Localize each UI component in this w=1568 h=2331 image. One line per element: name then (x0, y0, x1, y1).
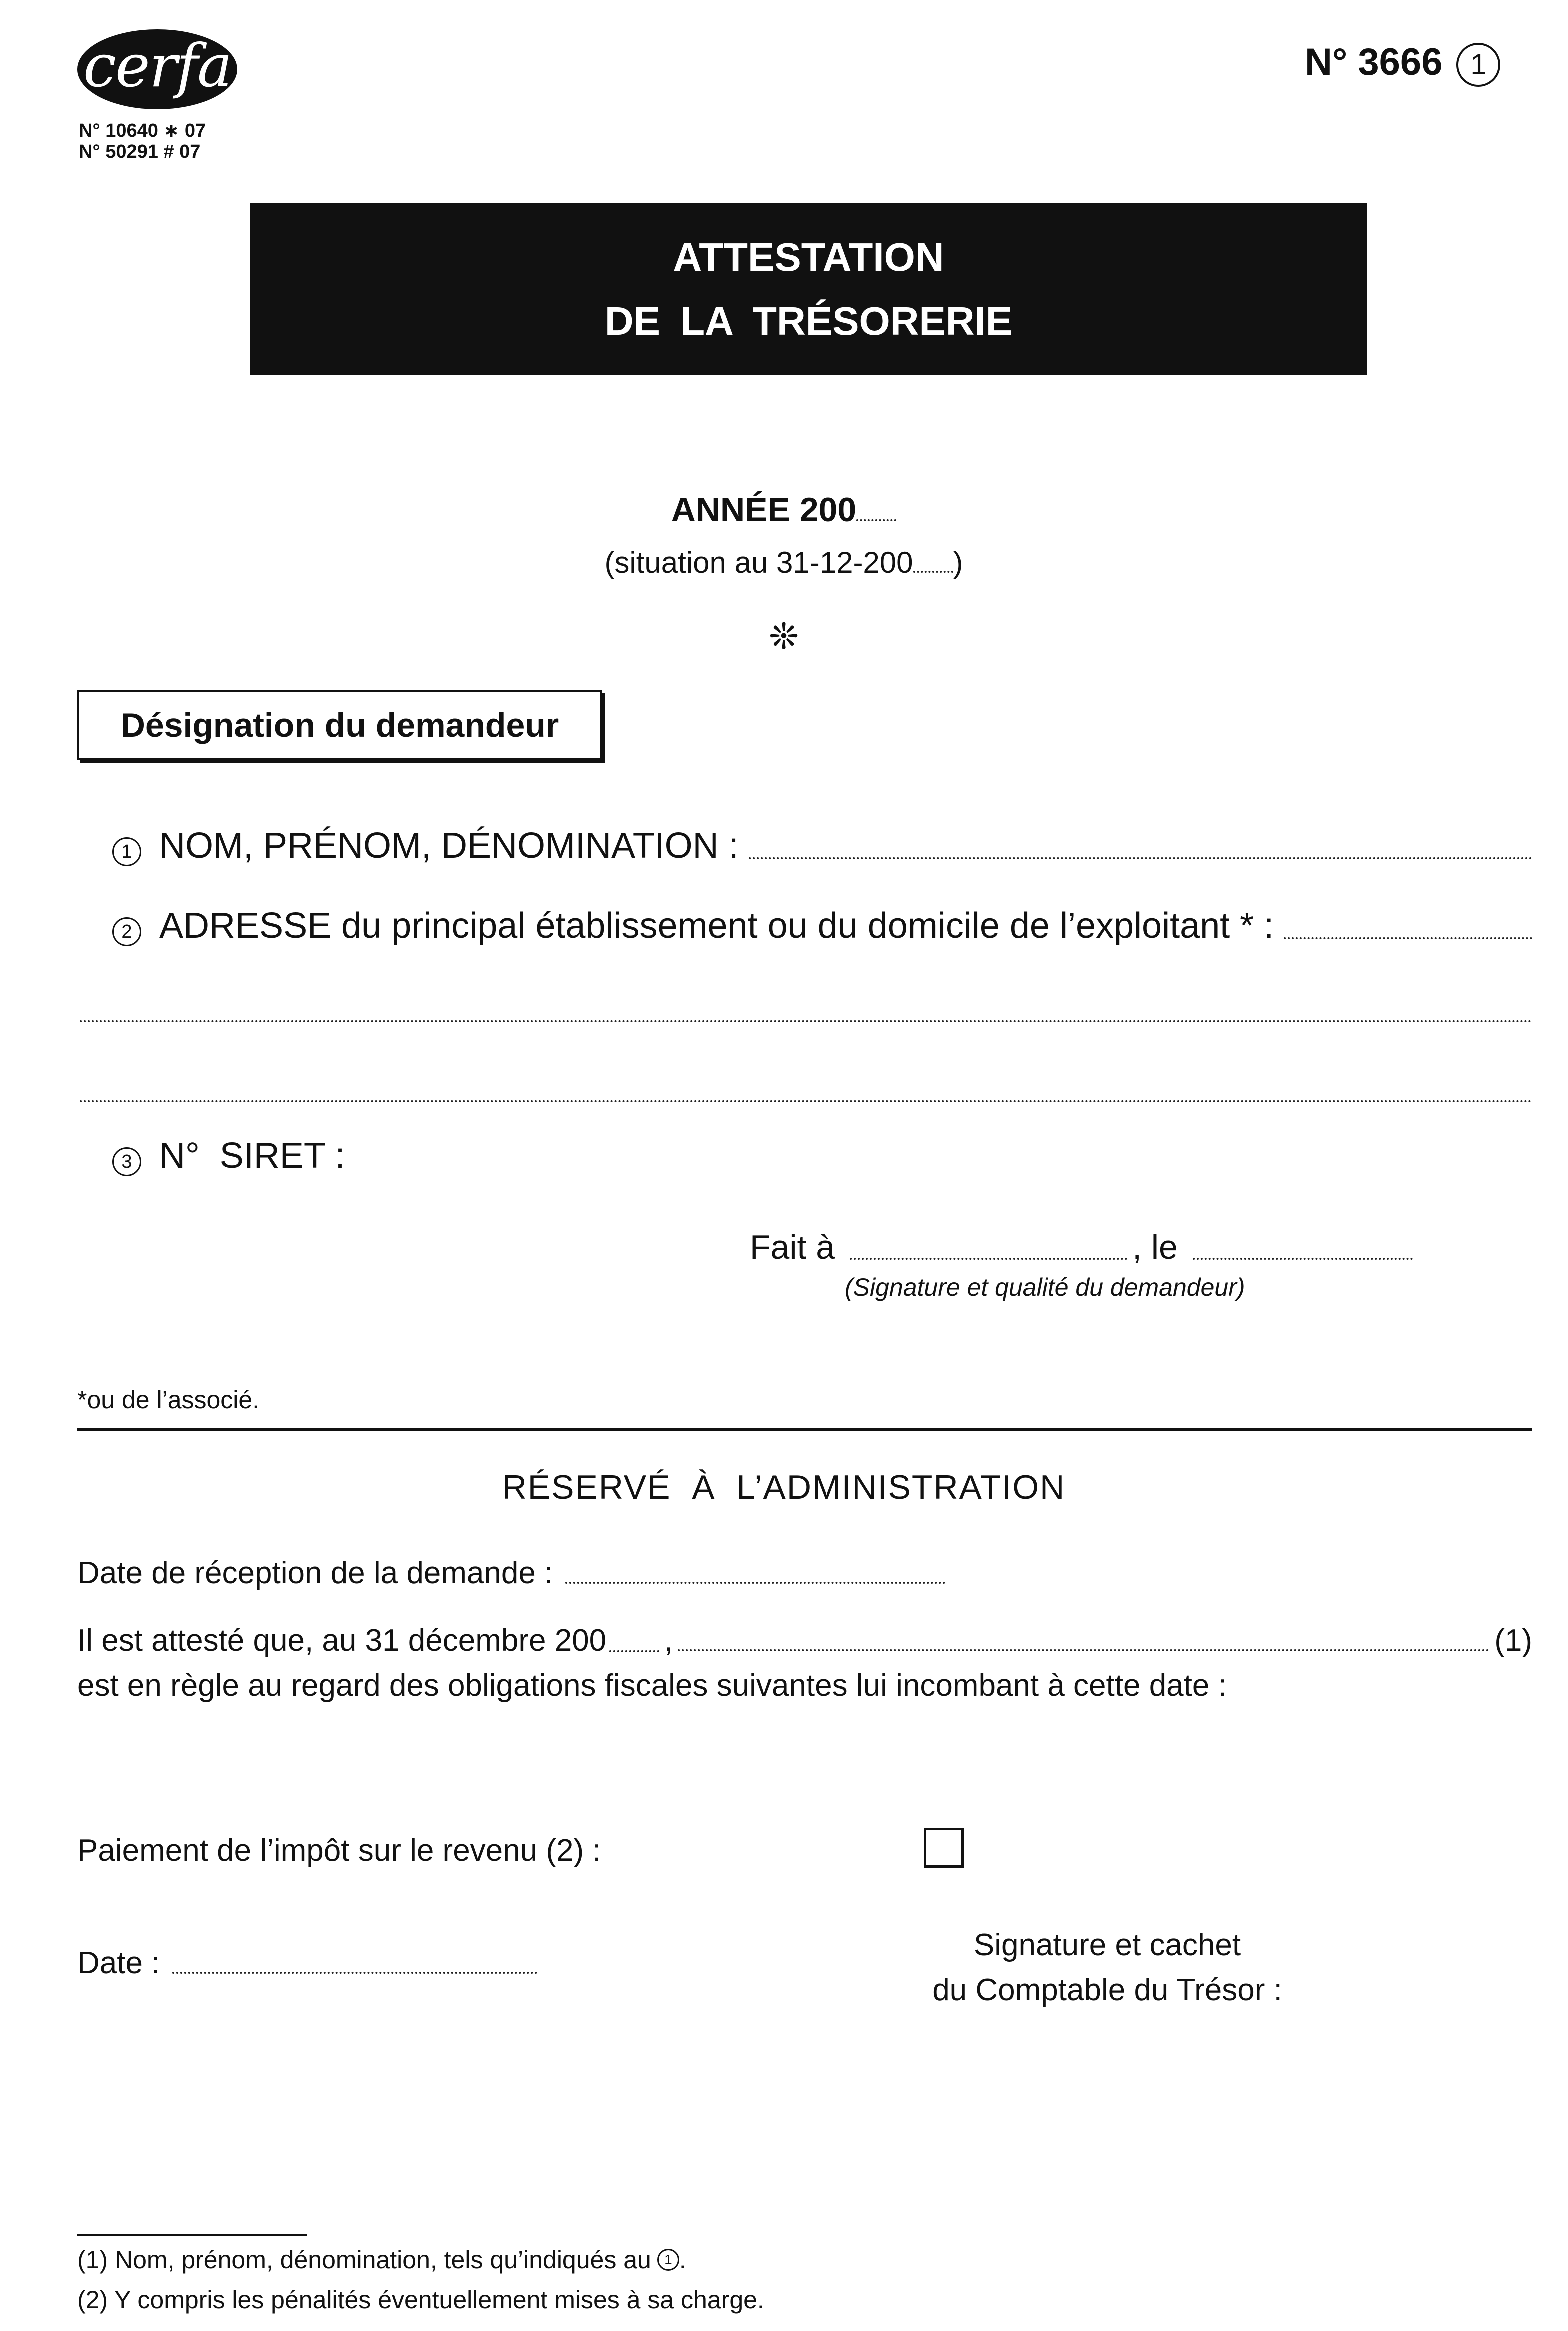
date-admin-label: Date : (78, 1946, 160, 1980)
fait-a-line (750, 1228, 1418, 1267)
fait-a-place-field[interactable] (850, 1258, 1128, 1260)
cerfa-logo-text: cerfa (83, 31, 232, 100)
field-siret-label: N° SIRET : (160, 1136, 346, 1176)
fait-a-date-field[interactable] (1193, 1258, 1413, 1260)
situation-year-field[interactable] (914, 571, 954, 573)
field-number-circle: 2 (112, 917, 142, 946)
field-siret (112, 1135, 712, 1176)
field-number-circle: 3 (112, 1147, 142, 1176)
date-reception-field[interactable] (566, 1582, 946, 1584)
atteste-line (78, 1623, 1532, 1658)
situation-prefix: (situation au 31-12-200 (604, 546, 914, 579)
paiement-label: Paiement de l’impôt sur le revenu (2) : (78, 1833, 602, 1868)
section-divider (78, 1428, 1532, 1431)
field-adresse (112, 905, 1532, 946)
date-reception-label: Date de réception de la demande : (78, 1556, 554, 1590)
title-line-1: ATTESTATION (673, 234, 944, 279)
fait-a-label: Fait à (750, 1228, 836, 1266)
field-nom (112, 825, 1532, 866)
field-adresse-label: ADRESSE du principal établissement ou du domicile de l’exploitant * : (160, 906, 1274, 946)
paiement-checkbox[interactable] (924, 1828, 964, 1868)
section-title: Désignation du demandeur (120, 706, 560, 744)
footnote-rule (78, 2234, 308, 2236)
section-designation-demandeur (78, 690, 602, 760)
atteste-year-field[interactable] (610, 1650, 660, 1652)
atteste-comma: , (664, 1623, 674, 1658)
footnote-2: (2) Y compris les pénalités éventuellement mises à sa charge. (78, 2286, 764, 2314)
title-banner (250, 203, 1368, 375)
situation-suffix: ) (953, 546, 964, 579)
cerfa-numbers (79, 120, 206, 162)
field-adresse-line-3[interactable] (80, 1100, 1532, 1102)
date-reception-line (78, 1555, 988, 1591)
cerfa-number-2: N° 50291 # 07 (79, 141, 201, 162)
atteste-line-2: est en règle au regard des obligations fiscales suivantes lui incombant à cette date : (78, 1668, 1227, 1703)
form-number-circle: 1 (1456, 43, 1500, 87)
signature-demandeur-note: (Signature et qualité du demandeur) (845, 1273, 1246, 1301)
signature-comptable (870, 1923, 1345, 2013)
situation-line (0, 545, 1568, 580)
atteste-ref: (1) (1494, 1623, 1532, 1658)
date-admin-line (78, 1945, 538, 1981)
year-heading (0, 490, 1568, 529)
cerfa-logo (78, 29, 238, 109)
footnote-1-end: . (679, 2246, 686, 2274)
signature-comptable-line-1: Signature et cachet (974, 1928, 1242, 1962)
separator-ornament: ❊ (768, 617, 800, 657)
footnote-star: *ou de l’associé. (78, 1386, 260, 1414)
field-nom-label: NOM, PRÉNOM, DÉNOMINATION : (160, 826, 739, 866)
administration-heading: RÉSERVÉ À L’ADMINISTRATION (502, 1468, 1066, 1506)
cerfa-number-1: N° 10640 ∗ 07 (79, 120, 206, 141)
le-label: , le (1132, 1228, 1178, 1266)
date-admin-field[interactable] (172, 1972, 538, 1974)
field-nom-input[interactable] (749, 857, 1532, 859)
footnote-1 (78, 2245, 686, 2274)
atteste-name-field[interactable] (678, 1649, 1490, 1651)
form-number (1305, 40, 1500, 87)
field-adresse-line-2[interactable] (80, 1020, 1532, 1022)
footnote-1-text: (1) Nom, prénom, dénomination, tels qu’indiqués au (78, 2246, 652, 2274)
form-number-text: N° 3666 (1305, 41, 1443, 83)
year-label: ANNÉE 200 (671, 491, 857, 529)
year-field[interactable] (856, 519, 896, 521)
field-number-circle: 1 (112, 837, 142, 866)
signature-comptable-line-2: du Comptable du Trésor : (932, 1973, 1282, 2007)
footnote-1-circle: 1 (658, 2249, 680, 2271)
title-line-2: DE LA TRÉSORERIE (604, 298, 1013, 343)
atteste-prefix: Il est attesté que, au 31 décembre 200 (78, 1623, 607, 1658)
field-adresse-input[interactable] (1284, 937, 1532, 939)
